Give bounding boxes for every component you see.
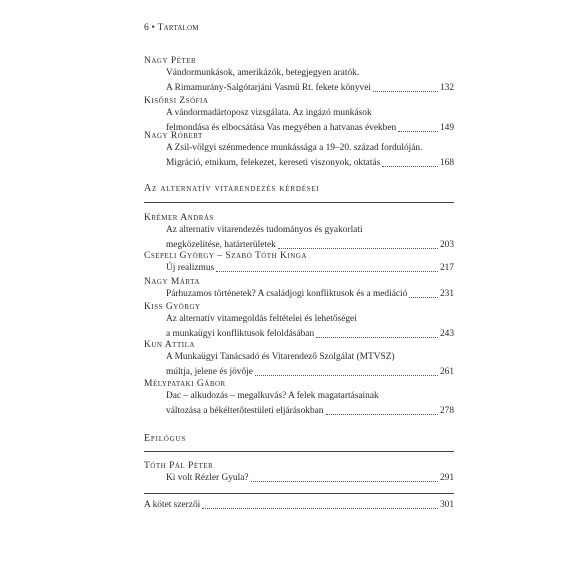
entry-title-last-line: [166, 365, 454, 380]
entry-page-number: 149: [439, 123, 454, 133]
entry-title-text: Új realizmus: [166, 263, 215, 273]
entry-author: Nagy Péter: [144, 56, 197, 66]
entry-author: Kiss György: [144, 302, 201, 312]
entry-author: Mélypataki Gábor: [144, 379, 226, 389]
entry-title-line: Az alternatív vitamegoldás feltételei és lehetőségei: [166, 314, 357, 324]
entry-title-last-line: [166, 81, 454, 96]
entry-author: Csepeli György – Szabó Tóth Kinga: [144, 251, 307, 261]
entry-title-text: változása a békéltetőtestületi eljárásokban: [166, 406, 324, 416]
entry-title: [166, 471, 454, 486]
dot-leader: [202, 508, 438, 509]
entry-page-number: 203: [439, 240, 454, 250]
entry-title-last-line: [166, 327, 454, 342]
entry-author: Nagy Márta: [144, 277, 200, 287]
section-heading: Az alternatív vitarendezés kérdései: [144, 183, 320, 194]
entry-title-last-line: [166, 156, 454, 171]
entry-title: [166, 106, 454, 136]
contributors-label: A kötet szerzői: [144, 500, 201, 510]
entry-title-text: Párhuzamos történetek? A családjogi konfliktusok és a mediáció: [166, 289, 408, 299]
entry-title-last-line: [166, 121, 454, 136]
contributors-page-number: 301: [439, 500, 454, 510]
entry-page-number: 243: [439, 329, 454, 339]
dot-leader: [216, 271, 438, 272]
entry-title-last-line: [166, 471, 454, 486]
entry-title-line: A Zsil-völgyi szénmedence munkássága a 19–20. század fordulóján.: [166, 143, 423, 153]
entry-title-text: Migráció, etnikum, felekezet, kereseti viszonyok, oktatás: [166, 158, 381, 168]
running-head: [144, 23, 199, 33]
entry-title-text: A Rimamurány-Salgótarjáni Vasmű Rt. fekete könyvei: [166, 83, 371, 93]
entry-title-line: Vándormunkások, amerikázók, betegjegyen aratók.: [166, 68, 360, 78]
dot-leader: [316, 337, 438, 338]
entry-title-line: A vándormadártoposz vizsgálata. Az ingázó munkások: [166, 108, 372, 118]
section-rule: [144, 451, 454, 452]
dot-leader: [326, 414, 438, 415]
dot-leader: [251, 481, 438, 482]
entry-title-last-line: [166, 287, 454, 302]
entry-page-number: 168: [439, 158, 454, 168]
separator-bullet: •: [151, 23, 156, 33]
entry-title-line: Az alternatív vitarendezés tudományos és gyakorlati: [166, 225, 363, 235]
entry-title-text: felmondása és elbocsátása Vas megyében a hatvanas években: [166, 123, 397, 133]
section-heading: Epilógus: [144, 433, 187, 444]
entry-page-number: 278: [439, 406, 454, 416]
entry-title-text: a munkaügyi konfliktusok feloldásában: [166, 329, 315, 339]
entry-title-last-line: [166, 261, 454, 276]
entry-title-line: A Munkaügyi Tanácsadó és Vitarendező Szolgálat (MTVSZ): [166, 352, 395, 362]
entry-author: Nagy Róbert: [144, 131, 203, 141]
entry-title: [166, 223, 454, 253]
entry-author: Tóth Pál Péter: [144, 461, 214, 471]
entry-title: [166, 389, 454, 419]
entry-page-number: 291: [439, 473, 454, 483]
dot-leader: [398, 131, 438, 132]
entry-title: [166, 350, 454, 380]
page-number: 6: [144, 23, 149, 33]
entry-title-text: múltja, jelene és jövője: [166, 367, 253, 377]
entry-author: Kun Attila: [144, 340, 195, 350]
entry-title: [166, 141, 454, 171]
contributors-entry: [144, 500, 454, 510]
entry-page-number: 261: [439, 367, 454, 377]
section-rule: [144, 493, 454, 494]
entry-title: [166, 287, 454, 302]
entry-title-text: megközelítése, határterületek: [166, 240, 276, 250]
entry-title: [166, 261, 454, 276]
entry-author: Kisőrsi Zsófia: [144, 96, 209, 106]
dot-leader: [382, 166, 438, 167]
dot-leader: [255, 375, 438, 376]
dot-leader: [278, 248, 438, 249]
entry-author: Krémer András: [144, 213, 214, 223]
section-rule: [144, 202, 454, 203]
entry-title: [166, 66, 454, 96]
entry-page-number: 132: [439, 83, 454, 93]
entry-page-number: 217: [439, 263, 454, 273]
running-head-title: Tartalom: [157, 23, 199, 33]
entry-page-number: 231: [439, 289, 454, 299]
entry-title: [166, 312, 454, 342]
entry-title-text: Ki volt Rézler Gyula?: [166, 473, 249, 483]
entry-title-line: Dac – alkudozás – megalkuvás? A felek magatartásainak: [166, 391, 379, 401]
entry-title-last-line: [166, 404, 454, 419]
dot-leader: [409, 297, 438, 298]
dot-leader: [373, 91, 438, 92]
